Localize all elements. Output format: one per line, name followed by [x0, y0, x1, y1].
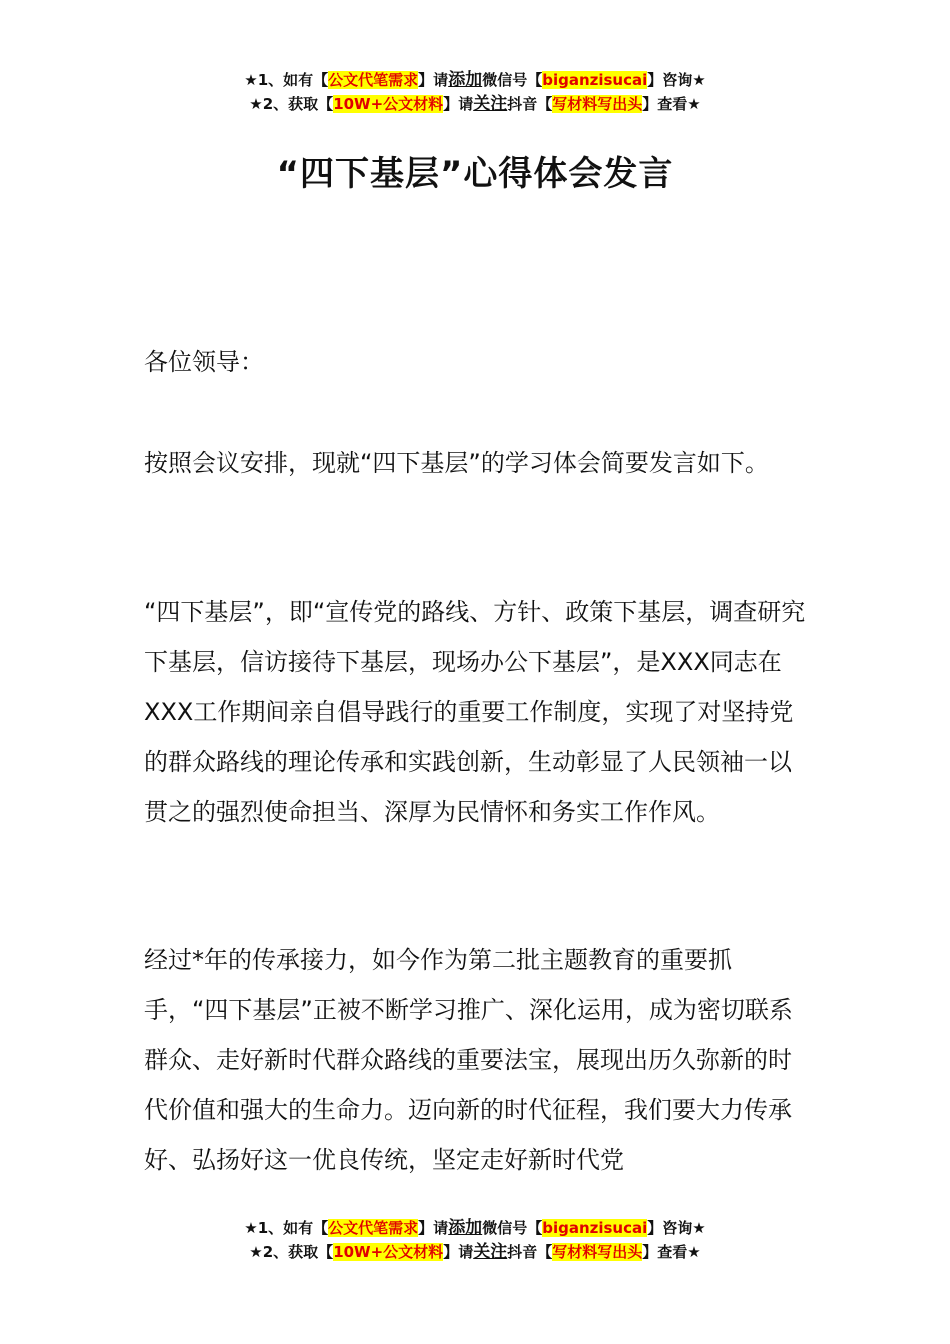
douyin-account: 写材料写出头 [552, 95, 643, 113]
banner-line-1: ★1、如有【公文代笔需求】请添加微信号【biganzisucai】咨询★ [244, 70, 706, 90]
document-title: “四下基层”心得体会发言 [276, 154, 674, 194]
highlight-materials: 10W+公文材料 [333, 1243, 444, 1261]
footer-banner [0, 1216, 950, 1264]
highlight-service: 公文代笔需求 [328, 1219, 419, 1237]
highlight-service: 公文代笔需求 [328, 71, 419, 89]
paragraph-3: 经过*年的传承接力，如今作为第二批主题教育的重要抓手，“四下基层”正被不断学习推广、深化运用，成为密切联系群众、走好新时代群众路线的重要法宝，展现出历久弥新的时代价值和强大的生命力。迈向新的时代征程，我们要大力传承好、弘扬好这一优良传统，坚定走好新时代党 [144, 946, 793, 1174]
highlight-materials: 10W+公文材料 [333, 95, 444, 113]
banner-line-2: ★2、获取【10W+公文材料】请关注抖音【写材料写出头】查看★ [249, 94, 701, 114]
paragraph-2: “四下基层”，即“宣传党的路线、方针、政策下基层，调查研究下基层，信访接待下基层，现场办公下基层”，是XXX同志在XXX工作期间亲自倡导践行的重要工作制度，实现了对坚持党的群众路线的理论传承和实践创新，生动彰显了人民领袖一以贯之的强烈使命担当、深厚为民情怀和务实工作作风。 [144, 598, 806, 826]
douyin-account: 写材料写出头 [552, 1243, 643, 1261]
salutation: 各位领导： [144, 348, 264, 376]
wechat-id: biganzisucai [542, 71, 648, 89]
wechat-id: biganzisucai [542, 1219, 648, 1237]
banner-line-1: ★1、如有【公文代笔需求】请添加微信号【biganzisucai】咨询★ [244, 1218, 706, 1238]
banner-line-2: ★2、获取【10W+公文材料】请关注抖音【写材料写出头】查看★ [249, 1242, 701, 1262]
header-banner [0, 68, 950, 116]
paragraph-1: 按照会议安排，现就“四下基层”的学习体会简要发言如下。 [144, 449, 769, 477]
